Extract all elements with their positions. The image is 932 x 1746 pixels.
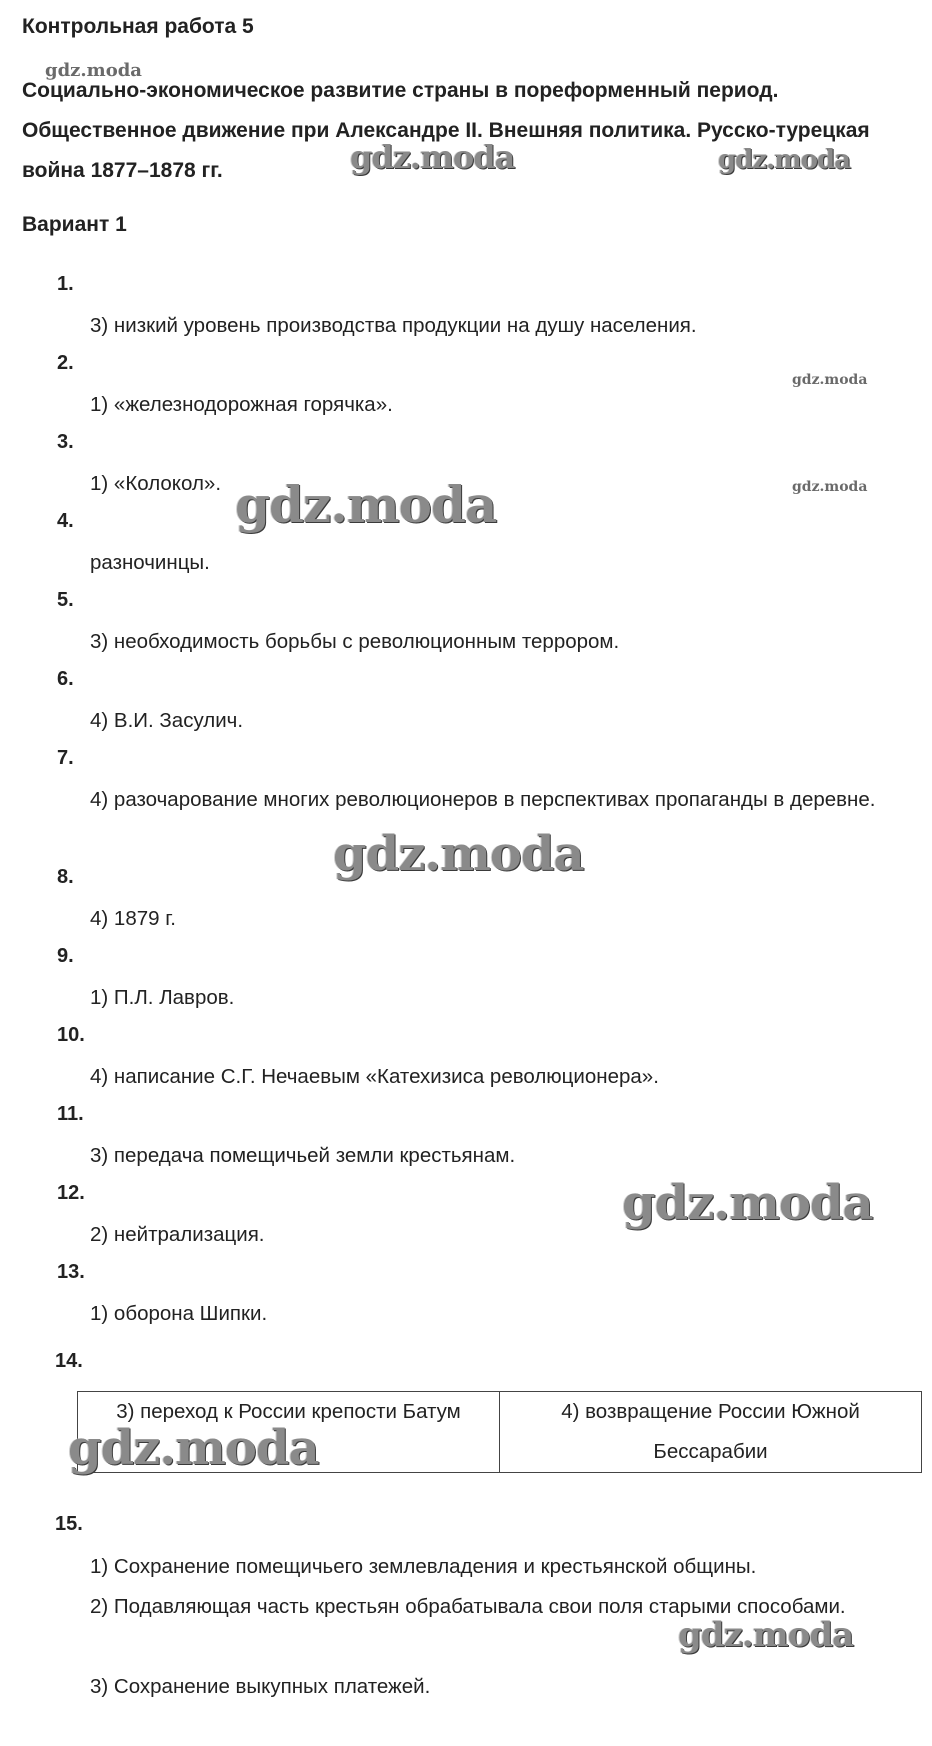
answer-text: 3) необходимость борьбы с революционным террором. [90,630,620,653]
document-heading: Контрольная работа 5 [22,15,254,38]
question-number: 15. [55,1513,83,1535]
answer-text: 1) «железнодорожная горячка». [90,393,393,416]
question-number: 12. [57,1182,85,1204]
watermark-logo: gdz.moda [792,479,868,495]
watermark-logo: gdz.moda [792,372,868,388]
watermark-logo: gdz.moda [350,138,515,176]
question-number: 8. [57,866,74,888]
question-number: 5. [57,589,74,611]
question-number: 4. [57,510,74,532]
answer-text: разночинцы. [90,551,210,574]
watermark-logo: gdz.moda [45,60,142,81]
answer-text: 4) 1879 г. [90,907,176,930]
answer-text: 4) написание С.Г. Нечаевым «Катехизиса революционера». [90,1065,659,1088]
question-number: 3. [57,431,74,453]
table-cell: 3) переход к России крепости Батум [78,1392,500,1473]
answer-text: 2) нейтрализация. [90,1223,265,1246]
watermark-logo: gdz.moda [678,1615,854,1655]
question-number: 9. [57,945,74,967]
answer-text: 1) оборона Шипки. [90,1302,268,1325]
variant-label: Вариант 1 [22,213,127,236]
table-cell: 4) возвращение России Южной Бессарабии [500,1392,922,1473]
question-number: 11. [57,1103,84,1125]
answer-text: 1) «Колокол». [90,472,222,495]
answer-text: 4) В.И. Засулич. [90,709,244,732]
answer-text: 3) Сохранение выкупных платежей. [90,1675,431,1698]
question-number: 1. [57,273,74,295]
answer-text: 2) Подавляющая часть крестьян обрабатывала свои поля старыми способами. [90,1595,846,1618]
answer-text: 1) Сохранение помещичьего землевладения и крестьянской общины. [90,1555,757,1578]
question-number: 10. [57,1024,85,1046]
question-number: 7. [57,747,74,769]
topic-title: Социально-экономическое развитие страны в пореформенный период. Общественное движение при Александре II. Внешняя политика. Русско-турецкая война 1877–1878 гг. [22,79,870,182]
watermark-logo: gdz.moda [235,475,497,534]
question-number: 13. [57,1261,85,1283]
question-number: 2. [57,352,74,374]
answer-text: 3) передача помещичьей земли крестьянам. [90,1144,516,1167]
answer-text: 3) низкий уровень производства продукции на душу населения. [90,314,697,337]
watermark-logo: gdz.moda [333,826,584,882]
question-number: 6. [57,668,74,690]
watermark-logo: gdz.moda [718,145,851,175]
answer-text: 4) разочарование многих революционеров в перспективах пропаганды в деревне. [90,788,876,811]
watermark-logo: gdz.moda [622,1175,873,1231]
question-number: 14. [55,1350,83,1372]
answer-text: 1) П.Л. Лавров. [90,986,235,1009]
watermark-logo: gdz.moda [68,1420,319,1476]
